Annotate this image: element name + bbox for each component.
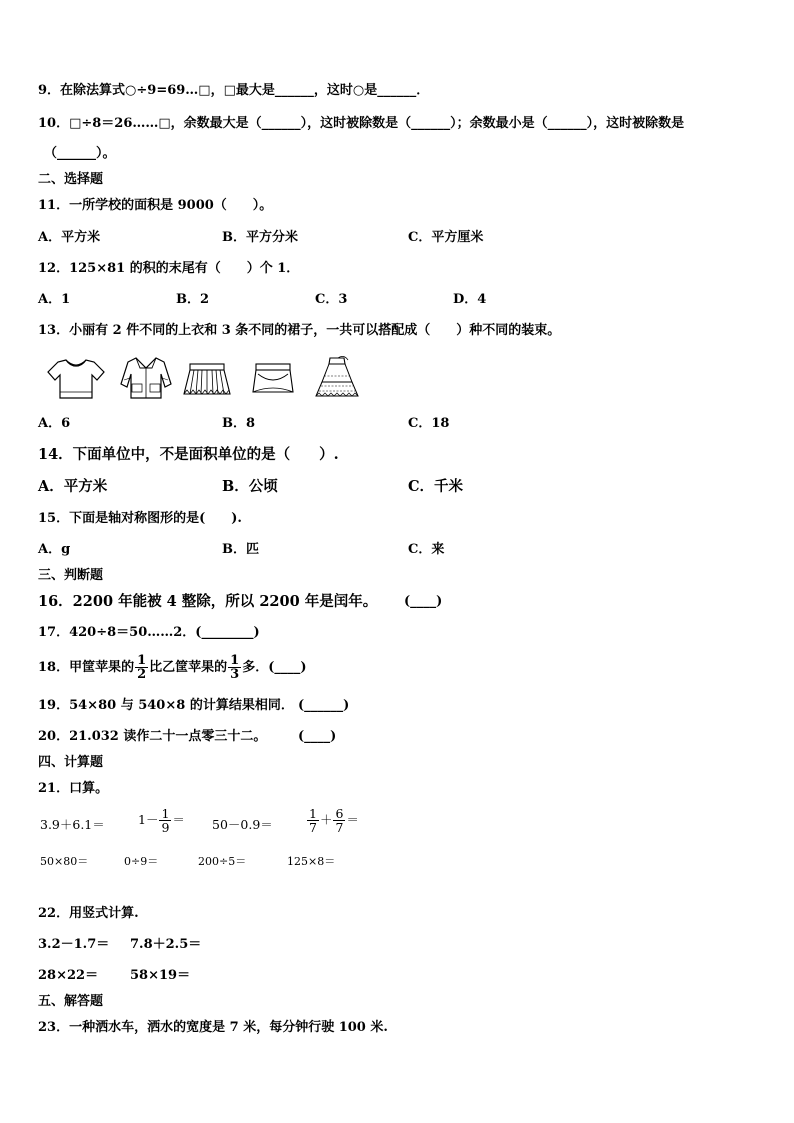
q21-item-2-denominator: 9 — [161, 820, 170, 835]
shirt-2-image — [118, 354, 174, 402]
q14-option-a: A．平方米 — [38, 478, 108, 495]
q13-option-c: C．18 — [408, 416, 450, 431]
question-11: 11．一所学校的面积是 9000（ ）。 — [38, 198, 273, 213]
q18-text-post: 多．(____) — [242, 660, 307, 675]
q14-option-c: C．千米 — [408, 478, 464, 495]
q18-text-pre: 18．甲筐苹果的 — [38, 660, 135, 675]
q18-f1-numerator: 1 — [137, 653, 147, 668]
q15-option-b: B．匹 — [222, 542, 259, 557]
q21-item-4-denominator-2: 7 — [335, 820, 344, 835]
question-13: 13．小丽有 2 件不同的上衣和 3 条不同的裙子，一共可以搭配成（ ）种不同的装束。 — [38, 323, 561, 338]
q21-item-4-fraction-1 — [307, 807, 319, 834]
q21-item-2 — [138, 807, 185, 834]
q11-option-b: B．平方分米 — [222, 230, 298, 245]
q21-item-2-numerator: 1 — [161, 806, 170, 821]
section-calc-heading: 四、计算题 — [38, 755, 104, 770]
q21-item-1: 3.9＋6.1＝ — [40, 817, 105, 832]
q21-item-6: 0÷9＝ — [124, 855, 159, 868]
question-16: 16．2200 年能被 4 整除，所以 2200 年是闰年。 — [38, 593, 378, 610]
question-15: 15．下面是轴对称图形的是( ). — [38, 511, 242, 526]
q16-answer-blank: (____) — [404, 594, 443, 609]
q21-item-2-fraction — [159, 807, 171, 834]
section-choice-heading: 二、选择题 — [38, 172, 104, 187]
q21-item-2-post: ＝ — [172, 812, 185, 827]
q21-item-7: 200÷5＝ — [198, 855, 247, 868]
q11-option-a: A．平方米 — [38, 230, 101, 245]
question-23: 23．一种洒水车，洒水的宽度是 7 米，每分钟行驶 100 米. — [38, 1020, 388, 1035]
question-18 — [38, 654, 307, 681]
q21-item-4-fraction-2 — [333, 807, 345, 834]
question-22: 22．用竖式计算. — [38, 906, 139, 921]
section-judge-heading: 三、判断题 — [38, 568, 104, 583]
q21-item-4-numerator-1: 1 — [309, 806, 317, 821]
q15-option-a: A．g — [38, 542, 71, 557]
question-10: 10．□÷8＝26……□，余数最大是（______），这时被除数是（______）；余数最小是（______），这时被除数是 — [38, 116, 685, 131]
q18-fraction-2 — [228, 654, 241, 681]
q21-item-3: 50－0.9＝ — [212, 817, 273, 832]
q18-f1-denominator: 2 — [137, 667, 147, 682]
q18-f2-denominator: 3 — [230, 667, 240, 682]
shirt-1-image — [46, 356, 106, 402]
q21-item-8: 125×8＝ — [287, 855, 336, 868]
q22-item-4: 58×19＝ — [130, 968, 191, 983]
q18-f2-numerator: 1 — [230, 653, 240, 668]
q21-item-4-denominator-1: 7 — [309, 820, 317, 835]
skirt-2-image — [250, 362, 296, 398]
q13-option-b: B．8 — [222, 416, 256, 431]
q18-text-mid: 比乙筐苹果的 — [149, 660, 228, 675]
section-solve-heading: 五、解答题 — [38, 994, 104, 1009]
q21-item-5: 50×80＝ — [40, 855, 89, 868]
q11-option-c: C．平方厘米 — [408, 230, 484, 245]
question-19: 19．54×80 与 540×8 的计算结果相同． — [38, 698, 294, 713]
q12-option-b: B．2 — [176, 292, 210, 307]
q19-answer-blank: (______) — [298, 698, 350, 713]
q20-answer-blank: (____) — [298, 729, 337, 744]
q13-option-a: A．6 — [38, 416, 71, 431]
question-12: 12．125×81 的积的末尾有（ ）个 1． — [38, 261, 300, 276]
question-17: 17．420÷8＝50……2．(________) — [38, 625, 260, 640]
skirt-3-image — [312, 356, 362, 400]
q22-item-2: 7.8＋2.5＝ — [130, 937, 202, 952]
q21-item-4-op: ＋ — [319, 812, 333, 827]
q12-option-a: A．1 — [38, 292, 71, 307]
q12-option-c: C．3 — [315, 292, 348, 307]
question-9: 9．在除法算式○÷9=69…□，□最大是______，这时○是______． — [38, 83, 430, 98]
q15-option-c: C．来 — [408, 542, 445, 557]
q22-item-1: 3.2－1.7＝ — [38, 937, 110, 952]
q21-item-4-numerator-2: 6 — [335, 806, 344, 821]
q21-item-4-post: ＝ — [346, 812, 359, 827]
q21-item-2-pre: 1－ — [138, 812, 159, 827]
skirt-1-image — [182, 362, 232, 398]
q14-option-b: B．公顷 — [222, 478, 278, 495]
question-10-continued: （______）。 — [44, 146, 116, 161]
q18-fraction-1 — [135, 654, 148, 681]
question-20: 20．21.032 读作二十一点零三十二。 — [38, 729, 267, 744]
question-21: 21．口算。 — [38, 781, 109, 796]
q21-item-4 — [306, 807, 359, 834]
q22-item-3: 28×22＝ — [38, 968, 99, 983]
question-14: 14．下面单位中，不是面积单位的是（ ）. — [38, 446, 339, 463]
q12-option-d: D．4 — [453, 292, 487, 307]
